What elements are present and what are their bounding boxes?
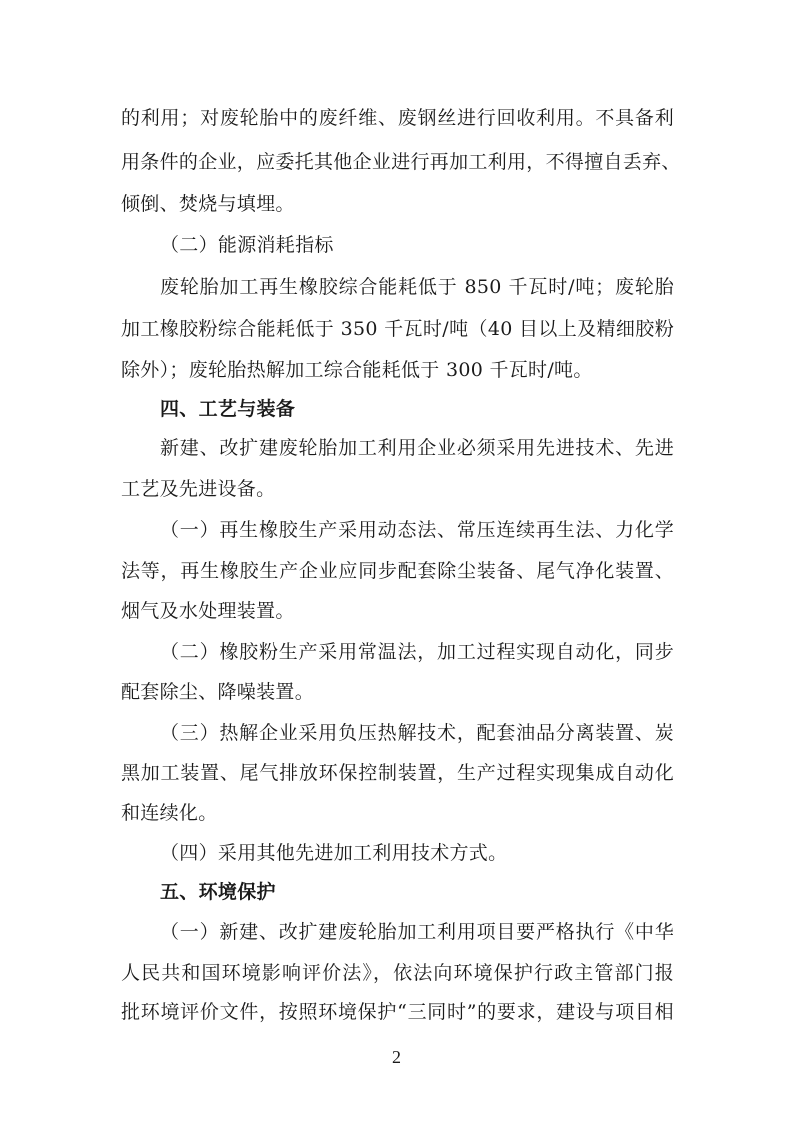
text-line: （二）橡胶粉生产采用常温法，加工过程实现自动化，同步 [160,641,674,663]
text-line: 废轮胎加工再生橡胶综合能耗低于 850 千瓦时/吨；废轮胎 [160,276,674,298]
text-line: 除外）；废轮胎热解加工综合能耗低于 300 千瓦时/吨。 [121,359,593,381]
text-line: 和连续化。 [121,802,218,824]
text-line: 新建、改扩建废轮胎加工利用企业必须采用先进技术、先进 [160,437,674,459]
text-line: （一）新建、改扩建废轮胎加工利用项目要严格执行《中华 [160,921,674,943]
page-number: 2 [392,1047,401,1067]
text-line: 批环境评价文件，按照环境保护“三同时”的要求，建设与项目相 [121,1001,674,1023]
text-line: 加工橡胶粉综合能耗低于 350 千瓦时/吨（40 目以上及精细胶粉 [121,318,674,340]
text-line: （一）再生橡胶生产采用动态法、常压连续再生法、力化学 [160,519,674,541]
text-line: 烟气及水处理装置。 [121,600,295,622]
text-line: （四）采用其他先进加工利用技术方式。 [160,842,508,864]
text-line: 配套除尘、降噪装置。 [121,681,315,703]
section-heading: 四、工艺与装备 [160,398,296,420]
text-line: 人民共和国环境影响评价法》，依法向环境保护行政主管部门报 [121,962,674,984]
text-line: 倾倒、焚烧与填埋。 [121,193,295,215]
text-line: 工艺及先进设备。 [121,478,276,500]
text-line: （三）热解企业采用负压热解技术，配套油品分离装置、炭 [160,722,674,744]
section-heading: （二）能源消耗指标 [160,234,334,256]
text-line: 用条件的企业，应委托其他企业进行再加工利用，不得擅自丢弃、 [121,151,681,173]
text-line: 法等，再生橡胶生产企业应同步配套除尘装备、尾气净化装置、 [121,560,674,582]
section-heading: 五、环境保护 [160,881,276,903]
text-line: 的利用；对废轮胎中的废纤维、废钢丝进行回收利用。不具备利 [121,107,674,129]
text-line: 黑加工装置、尾气排放环保控制装置，生产过程实现集成自动化 [121,762,674,784]
